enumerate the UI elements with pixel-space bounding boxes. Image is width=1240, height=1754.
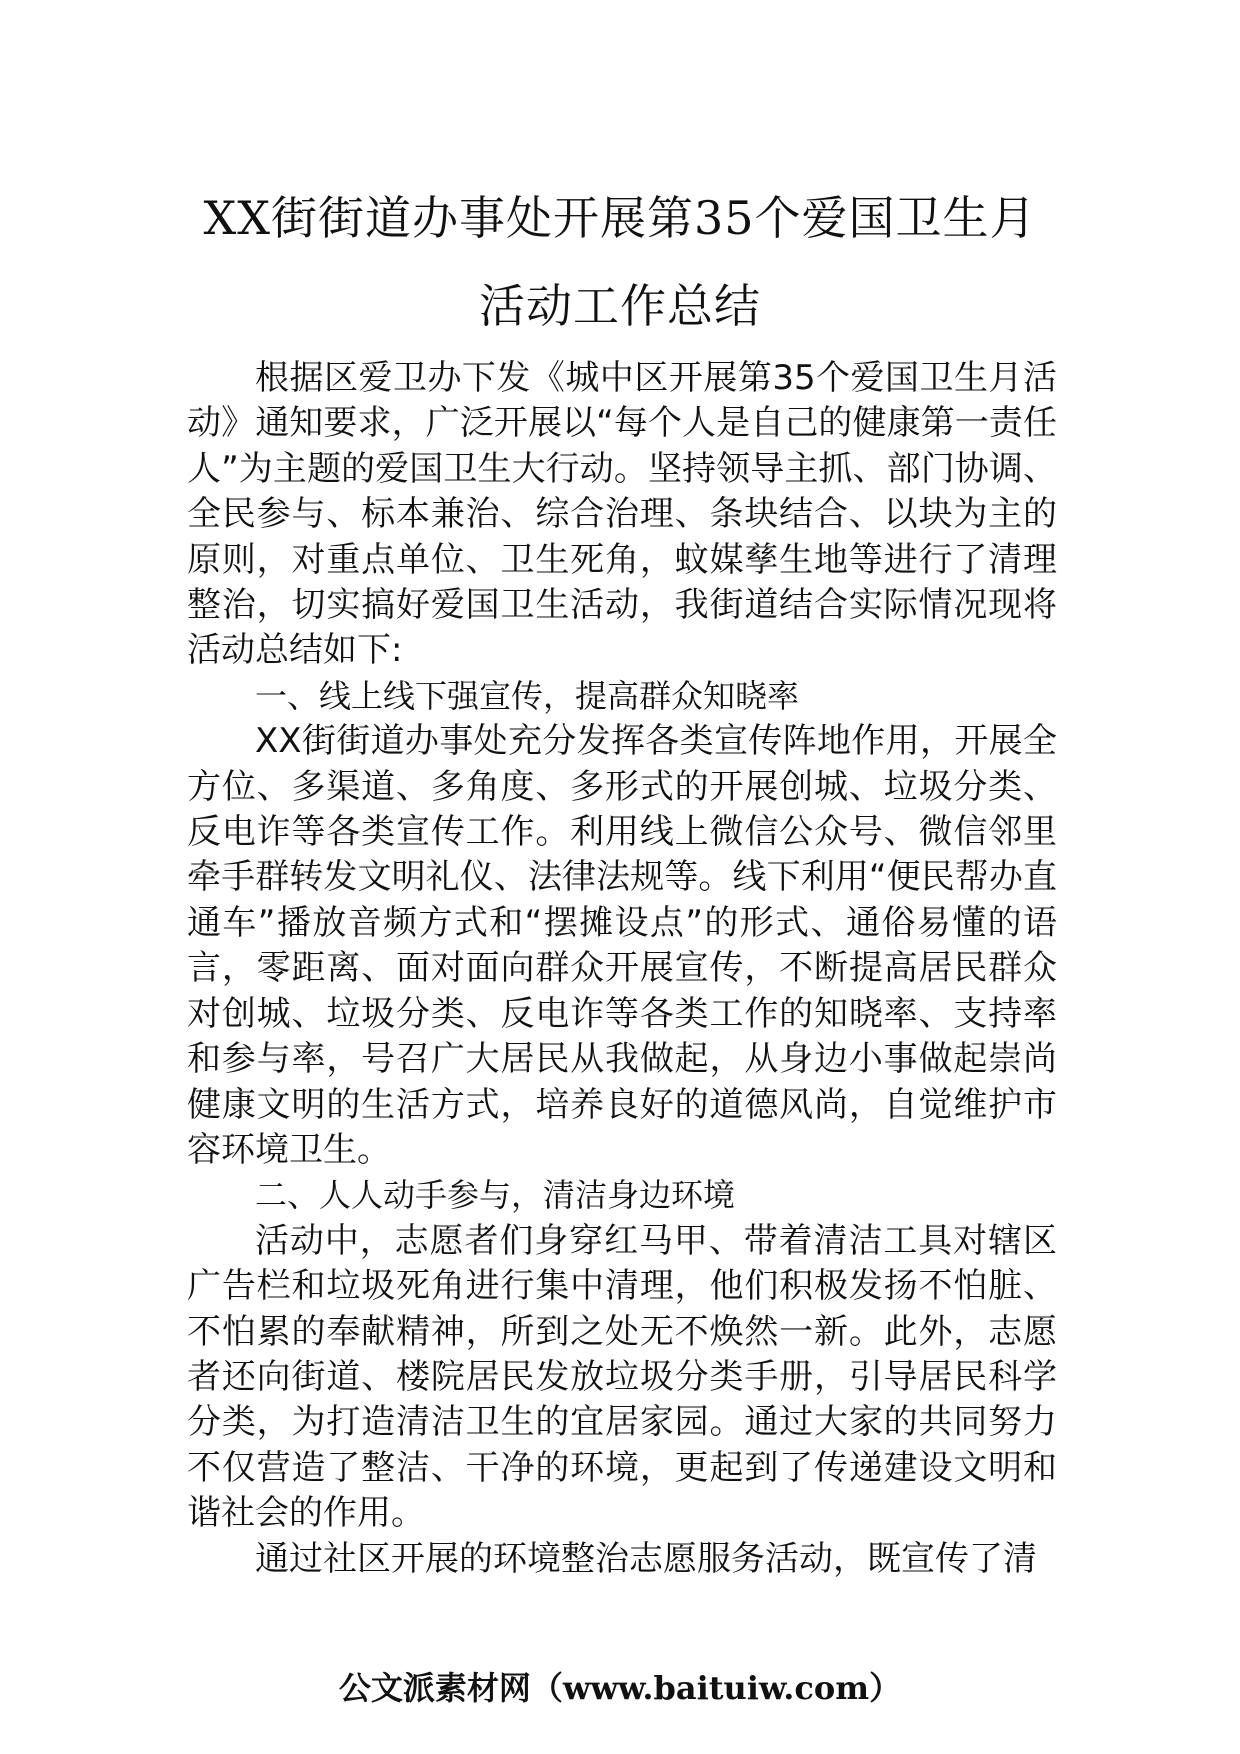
document-title-line-2: 活动工作总结 bbox=[479, 279, 761, 333]
document-title-line-1: XX街街道办事处开展第35个爱国卫生月 bbox=[203, 191, 1037, 245]
paragraph-continued: 通过社区开展的环境整治志愿服务活动，既宣传了清 bbox=[255, 1538, 1037, 1579]
footer-source: 公文派素材网（www.baituiw.com） bbox=[338, 1669, 902, 1707]
section-heading-2: 二、人人动手参与，清洁身边环境 bbox=[255, 1176, 736, 1215]
paragraph-intro: 根据区爱卫办下发《城中区开展第35个爱国卫生月活动》通知要求，广泛开展以“每个人是自己的健康第一责任人”为主题的爱国卫生大行动。坚持领导主抓、部门协调、全民参与、标本兼治、综合治理、条块结合、以块为主的原则，对重点单位、卫生死角，蚊媒孳生地等进行了清理整治，切实搞好爱国卫生活动，我街道结合实际情况现将活动总结如下: bbox=[187, 358, 1057, 671]
section-heading-1: 一、线上线下强宣传，提高群众知晓率 bbox=[255, 676, 800, 715]
document-body bbox=[187, 356, 1057, 1582]
paragraph-section-2: 活动中，志愿者们身穿红马甲、带着清洁工具对辖区广告栏和垃圾死角进行集中清理，他们积极发扬不怕脏、不怕累的奉献精神，所到之处无不焕然一新。此外，志愿者还向街道、楼院居民发放垃圾分类手册，引导居民科学分类，为打造清洁卫生的宜居家园。通过大家的共同努力不仅营造了整洁、干净的环境，更起到了传递建设文明和谐社会的作用。 bbox=[187, 1220, 1057, 1534]
paragraph-section-1: XX街街道办事处充分发挥各类宣传阵地作用，开展全方位、多渠道、多角度、多形式的开展创城、垃圾分类、反电诈等各类宣传工作。利用线上微信公众号、微信邻里牵手群转发文明礼仪、法律法规等。线下利用“便民帮办直通车”播放音频方式和“摆摊设点”的形式、通俗易懂的语言，零距离、面对面向群众开展宣传，不断提高居民群众对创城、垃圾分类、反电诈等各类工作的知晓率、支持率和参与率，号召广大居民从我做起，从身边小事做起崇尚健康文明的生活方式，培养良好的道德风尚，自觉维护市容环境卫生。 bbox=[187, 721, 1057, 1170]
